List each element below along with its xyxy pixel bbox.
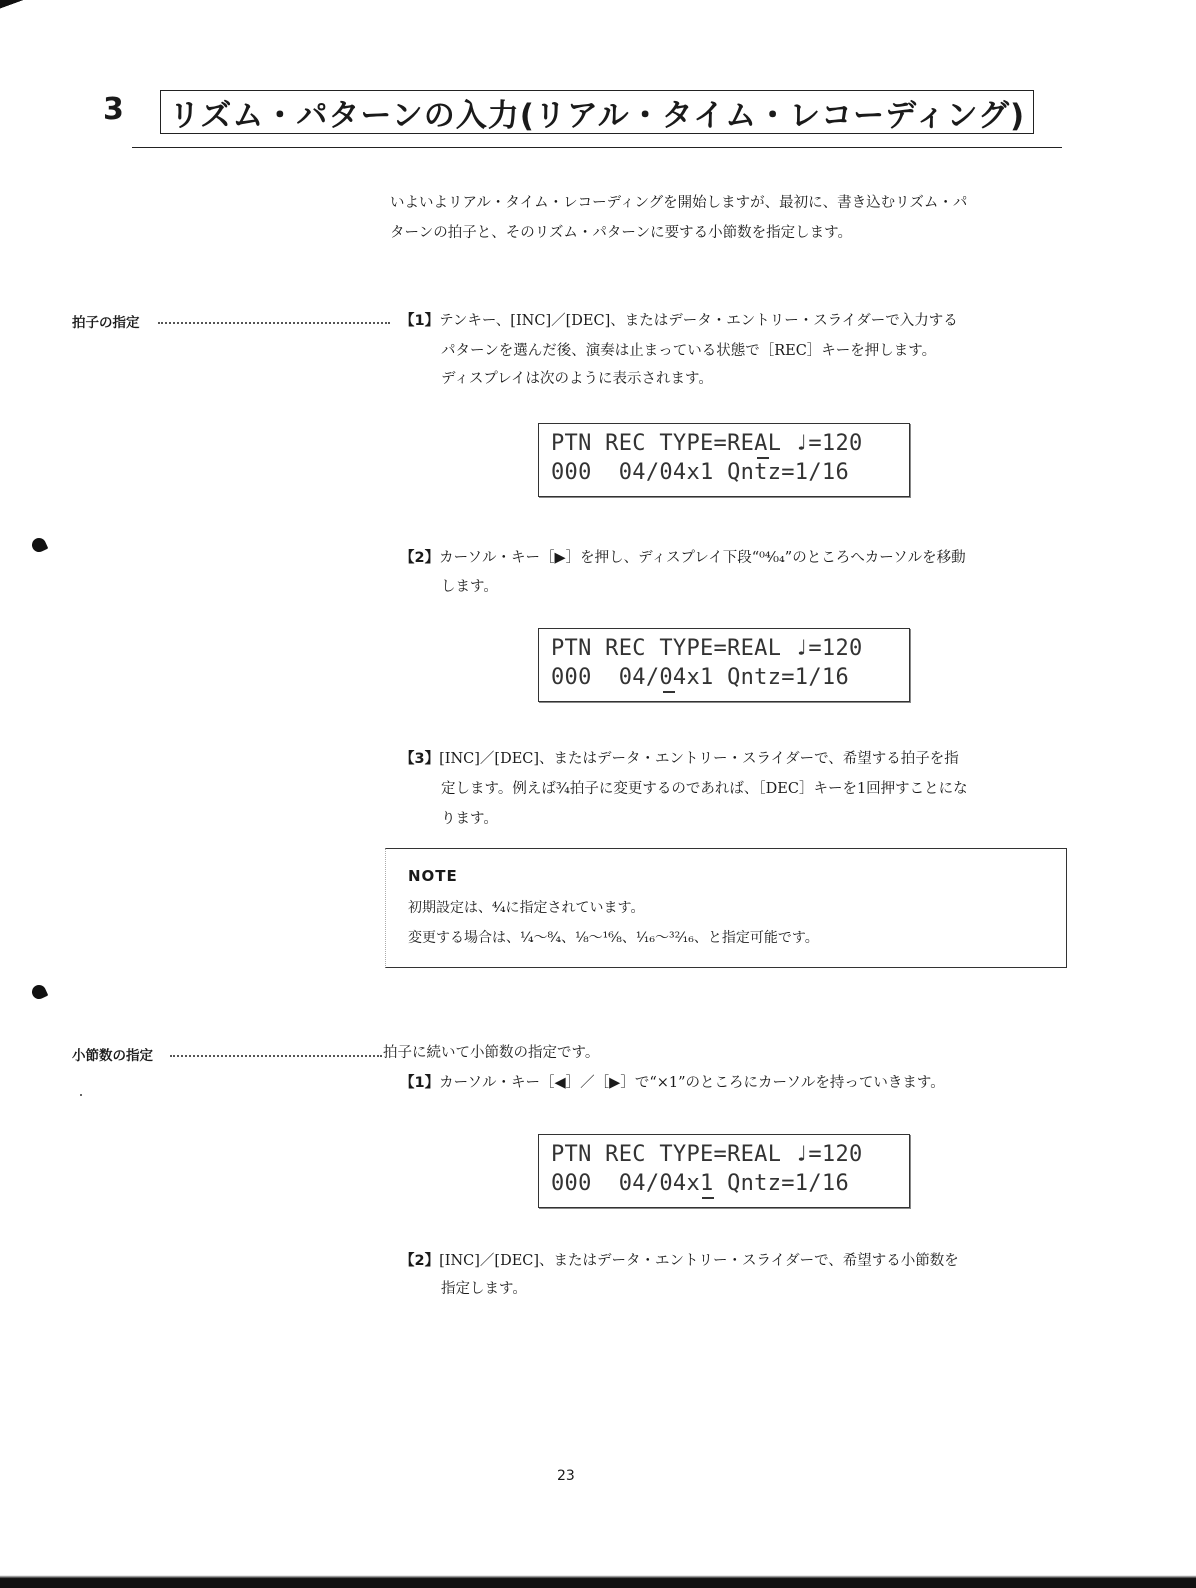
step-number: 【1】	[400, 1075, 440, 1091]
side-label-time-signature: 拍子の指定	[72, 315, 140, 331]
lcd-display-2	[538, 628, 910, 702]
binding-hole-mark	[30, 536, 49, 555]
step-number: 【1】	[400, 313, 440, 329]
step-number: 【3】	[400, 751, 440, 767]
measures-step-2-line-1	[400, 1248, 959, 1274]
note-line-2: 変更する場合は、¹⁄₄〜⁸⁄₄、¹⁄₈〜¹⁶⁄₈、¹⁄₁₆〜³²⁄₁₆、と指定可能です。	[408, 930, 819, 946]
step-text: カーソル・キー［◀］／［▶］で“×1”のところにカーソルを持っていきます。	[439, 1075, 945, 1091]
step-3-line-3: ります。	[441, 811, 498, 827]
section-title: リズム・パターンの入力(リアル・タイム・レコーディング)	[160, 90, 1034, 134]
leader-dots	[170, 1055, 382, 1057]
page-number: 23	[557, 1468, 575, 1484]
step-number: 【2】	[400, 1253, 440, 1269]
note-box	[385, 848, 1067, 968]
scan-bottom-edge	[0, 1572, 1196, 1588]
step-2-line-1	[400, 545, 966, 571]
lcd-display-3	[538, 1134, 910, 1208]
step-3-line-2: 定します。例えば¾拍子に変更するのであれば、［DEC］キーを1回押すことにな	[441, 781, 968, 797]
section-number: 3	[103, 92, 124, 127]
step-text: [INC]／[DEC]、またはデータ・エントリー・スライダーで、希望する小節数を	[439, 1253, 959, 1269]
title-divider	[132, 147, 1062, 148]
step-1-line-1	[400, 308, 958, 334]
measures-step-1-line-1	[400, 1070, 945, 1096]
lcd-line-2: 000 04/04x1 Qntz=1/16	[551, 1171, 849, 1196]
binding-hole-mark	[30, 983, 49, 1002]
lcd-cursor	[757, 457, 769, 459]
step-2-line-2: します。	[441, 579, 498, 595]
step-3-line-1	[400, 746, 959, 772]
scan-corner-mark	[0, 0, 24, 10]
note-title: NOTE	[408, 867, 458, 885]
lcd-line-2: 000 04/04x1 Qntz=1/16	[551, 665, 849, 690]
note-line-1: 初期設定は、⁴⁄₄に指定されています。	[408, 900, 645, 916]
step-1-line-3: ディスプレイは次のように表示されます。	[441, 371, 713, 387]
lcd-line-2: 000 04/04x1 Qntz=1/16	[551, 460, 849, 485]
intro-line-2: ターンの拍子と、そのリズム・パターンに要する小節数を指定します。	[390, 225, 852, 241]
lcd-cursor	[702, 1197, 714, 1199]
step-text: カーソル・キー［▶］を押し、ディスプレイ下段“⁰⁴⁄₀₄”のところへカーソルを移動	[439, 550, 966, 566]
lcd-cursor	[663, 691, 675, 693]
step-1-line-2: パターンを選んだ後、演奏は止まっている状態で［REC］キーを押します。	[441, 343, 937, 359]
measures-intro: 拍子に続いて小節数の指定です。	[383, 1045, 600, 1061]
intro-line-1: いよいよリアル・タイム・レコーディングを開始しますが、最初に、書き込むリズム・パ	[390, 195, 968, 211]
step-number: 【2】	[400, 550, 440, 566]
lcd-line-1: PTN REC TYPE=REAL ♩=120	[551, 636, 863, 661]
lcd-line-1: PTN REC TYPE=REAL ♩=120	[551, 1142, 863, 1167]
side-label-measures: 小節数の指定	[72, 1048, 153, 1064]
leader-dots	[158, 322, 390, 324]
step-text: [INC]／[DEC]、またはデータ・エントリー・スライダーで、希望する拍子を指	[439, 751, 959, 767]
lcd-line-1: PTN REC TYPE=REAL ♩=120	[551, 431, 863, 456]
measures-step-2-line-2: 指定します。	[441, 1281, 527, 1297]
lcd-display-1	[538, 423, 910, 497]
scan-speck	[80, 1094, 82, 1096]
step-text: テンキー、[INC]／[DEC]、またはデータ・エントリー・スライダーで入力する	[439, 313, 958, 329]
